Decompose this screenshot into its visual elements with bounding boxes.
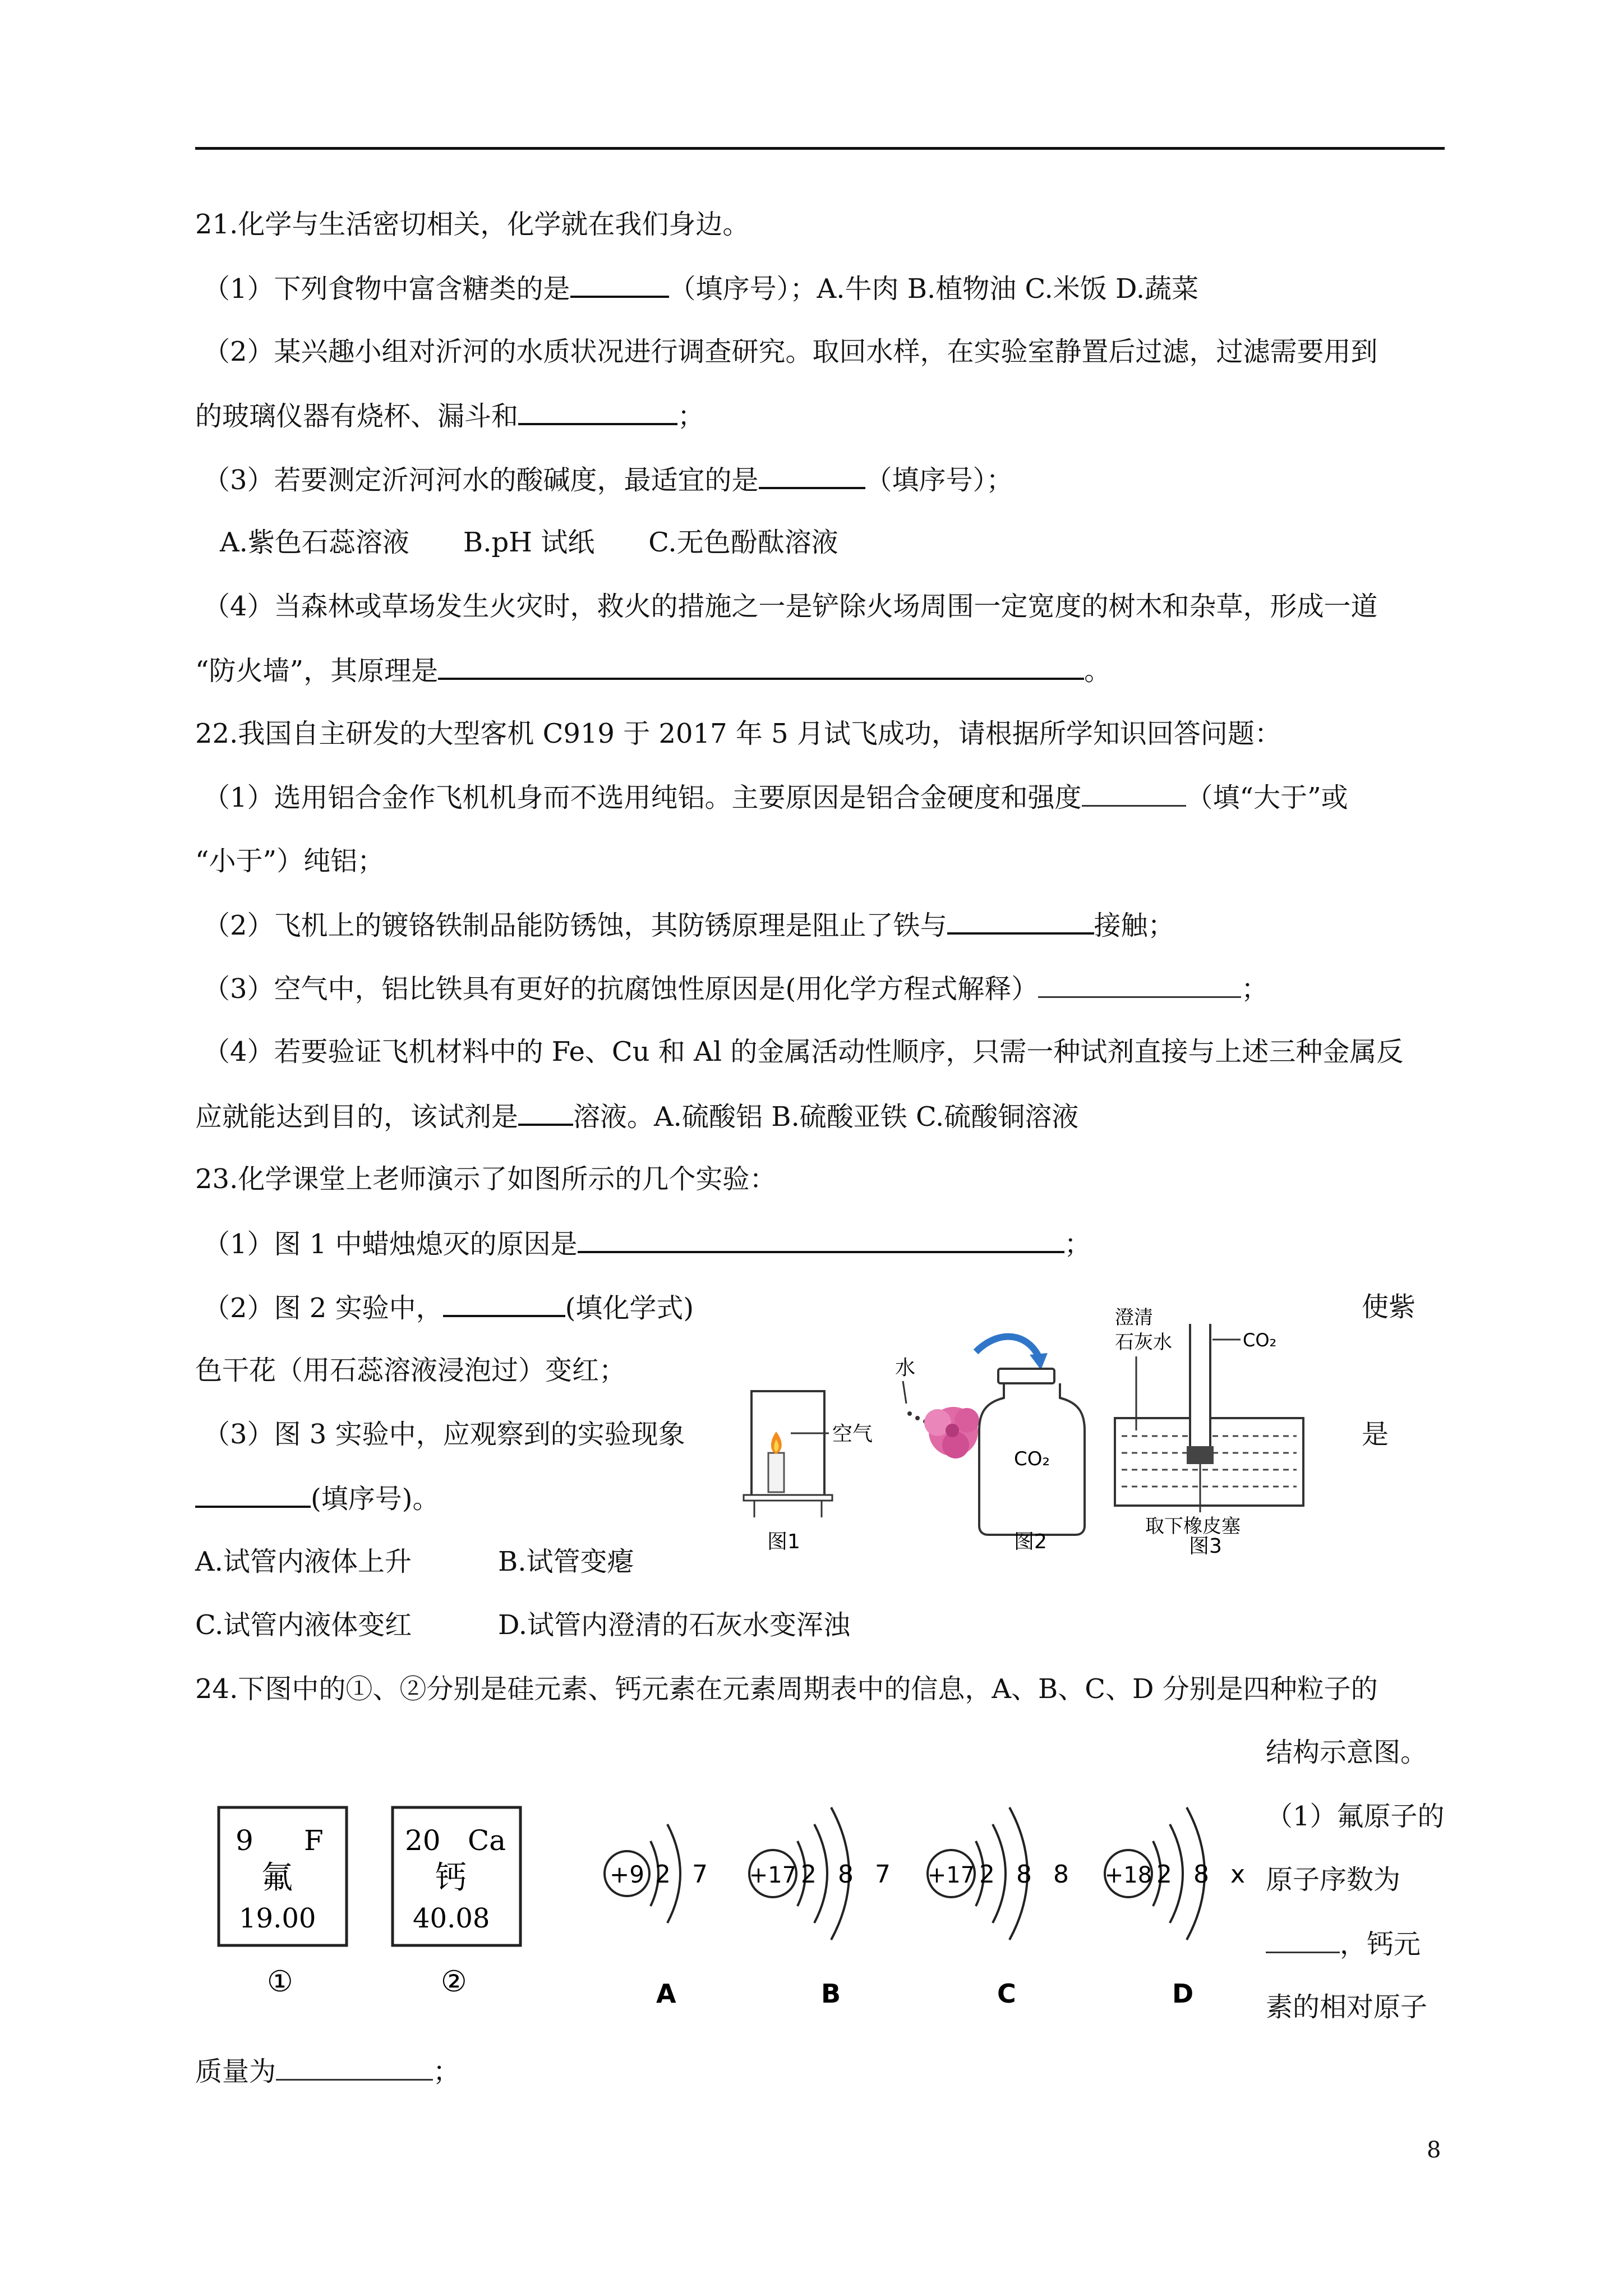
header-rule [195, 147, 1445, 150]
figure-3 [1115, 1306, 1303, 1558]
q24-structure-figure [202, 1778, 1256, 2019]
particle-c-diagram [928, 1807, 1076, 2009]
particle-label: D [1172, 1978, 1194, 2009]
electron-shells: 2 7 [655, 1860, 714, 1889]
element-card-fluorine [219, 1807, 347, 1999]
fig3-co2-label: CO₂ [1243, 1329, 1277, 1351]
nucleus-charge: +18 [1104, 1862, 1152, 1888]
bottle-neck [998, 1369, 1054, 1383]
q23-option-a: A.试管内液体上升 [195, 1546, 412, 1577]
stand [744, 1495, 832, 1501]
q22-part3: （3）空气中，铝比铁具有更好的抗腐蚀性原因是(用化学方程式解释） ； [203, 972, 1268, 1006]
answer-blank[interactable] [759, 462, 865, 489]
q23-experiment-figure [729, 1301, 1357, 1559]
electron-shells: 2 8 7 [801, 1860, 897, 1889]
atomic-mass: 40.08 [413, 1903, 490, 1934]
particle-d-diagram [1105, 1807, 1252, 2009]
element-card-calcium [393, 1807, 520, 1999]
answer-blank[interactable] [947, 908, 1094, 935]
rubber-stopper [1187, 1446, 1214, 1464]
q21-part1: （1）下列食物中富含糖类的是 （填序号）；A.牛肉 B.植物油 C.米饭 D.蔬菜 [203, 271, 1198, 306]
figure-2 [895, 1337, 1085, 1553]
fig2-water-label: 水 [895, 1356, 916, 1379]
atomic-mass: 19.00 [239, 1903, 316, 1934]
element-label: ② [441, 1965, 467, 1999]
page-number: 8 [1427, 2137, 1441, 2163]
water-pointer [903, 1381, 906, 1404]
element-label: ① [267, 1965, 293, 1999]
element-symbol: Ca [468, 1824, 506, 1857]
q22-part4-line2: 应就能达到目的，该试剂是 溶液。A.硫酸铝 B.硫酸亚铁 C.硫酸铜溶液 [195, 1099, 1078, 1134]
particle-b-diagram [749, 1807, 897, 2009]
q24-title-line2: 结构示意图。 [1266, 1737, 1428, 1768]
q21-part3: （3）若要测定沂河河水的酸碱度，最适宜的是 （填序号）； [203, 462, 1013, 497]
figure-1 [744, 1391, 873, 1553]
answer-blank[interactable] [438, 653, 1084, 680]
fig2-co2-label: CO₂ [1014, 1448, 1050, 1470]
fig1-label: 图1 [767, 1530, 800, 1553]
q23-part2-line2: 色干花（用石蕊溶液浸泡过）变红； [195, 1355, 626, 1386]
fig1-air-label: 空气 [832, 1423, 873, 1446]
inverted-jar [751, 1391, 824, 1498]
answer-blank[interactable] [570, 271, 669, 298]
q24-side-line4: 素的相对原子 [1266, 1991, 1428, 2023]
pour-arrow [976, 1337, 1039, 1356]
q23-part2-tail: 使紫 [1362, 1291, 1416, 1323]
answer-blank[interactable] [1082, 780, 1186, 807]
q22-part4-line1: （4）若要验证飞机材料中的 Fe、Cu 和 Al 的金属活动性顺序，只需一种试剂直接与上述三种金属反 [203, 1036, 1404, 1068]
pour-arrowhead [1030, 1353, 1048, 1370]
q21-part4-line2: “防火墙”，其原理是 。 [195, 653, 1111, 688]
fig3-label: 图3 [1189, 1535, 1222, 1558]
flower-icon [924, 1407, 979, 1458]
q23-option-b: B.试管变瘪 [498, 1546, 634, 1577]
q23-title: 23.化学课堂上老师演示了如图所示的几个实验： [195, 1163, 777, 1195]
nucleus-charge: +9 [610, 1861, 644, 1888]
particle-label: B [821, 1978, 841, 2009]
particle-label: A [656, 1978, 676, 2009]
q22-part1-line2: “小于”）纯铝； [195, 845, 385, 877]
q23-part3-line2: (填序号)。 [195, 1481, 439, 1516]
water-drop [915, 1416, 920, 1420]
particle-label: C [997, 1978, 1016, 2009]
answer-blank[interactable] [1266, 1927, 1340, 1953]
answer-blank[interactable] [518, 398, 677, 425]
answer-blank[interactable] [443, 1290, 565, 1317]
element-symbol: F [304, 1824, 324, 1857]
q22-title: 22.我国自主研发的大型客机 C919 于 2017 年 5 月试飞成功，请根据所学知识回答问题： [195, 718, 1281, 749]
atomic-number: 20 [405, 1824, 441, 1857]
q24-last-line: 质量为 ； [195, 2054, 460, 2088]
q23-part3-line1: （3）图 3 实验中，应观察到的实验现象 [203, 1419, 685, 1450]
answer-blank[interactable] [1038, 972, 1241, 998]
q23-option-d: D.试管内澄清的石灰水变浑浊 [498, 1609, 851, 1641]
q24-side-line3: ，钙元 [1266, 1927, 1421, 1961]
q22-part2: （2）飞机上的镀铬铁制品能防锈蚀，其防锈原理是阻止了铁与 接触； [203, 908, 1175, 942]
nucleus-charge: +17 [927, 1862, 975, 1888]
particle-a-diagram [605, 1824, 714, 2009]
water-drop [907, 1411, 912, 1416]
q21-title: 21.化学与生活密切相关，化学就在我们身边。 [195, 209, 750, 240]
q22-part1-line1: （1）选用铝合金作飞机机身而不选用纯铝。主要原因是铝合金硬度和强度 （填“大于”或 [203, 780, 1348, 815]
electron-shells: 2 8 x [1156, 1860, 1252, 1889]
answer-blank[interactable] [195, 1481, 311, 1508]
answer-blank[interactable] [276, 2054, 433, 2081]
electron-shells: 2 8 8 [979, 1860, 1076, 1889]
q21-part4-line1: （4）当森林或草场发生火灾时，救火的措施之一是铲除火场周围一定宽度的树木和杂草，形成一道 [203, 591, 1378, 622]
candle [768, 1453, 784, 1492]
fig2-label: 图2 [1014, 1530, 1047, 1553]
q21-part3-options: A.紫色石蕊溶液 B.pH 试纸 C.无色酚酞溶液 [220, 527, 838, 558]
fig3-limewater-line2: 石灰水 [1115, 1331, 1172, 1354]
atomic-number: 9 [236, 1824, 253, 1857]
fig3-stopper-label: 取下橡皮塞 [1145, 1515, 1241, 1538]
q24-side-line2: 原子序数为 [1266, 1864, 1401, 1895]
q23-part1: （1）图 1 中蜡烛熄灭的原因是 ； [203, 1226, 1091, 1261]
q23-part3-tail: 是 [1362, 1419, 1389, 1450]
q21-part2-line1: （2）某兴趣小组对沂河的水质状况进行调查研究。取回水样，在实验室静置后过滤，过滤需要用到 [203, 336, 1378, 367]
fig3-limewater-line1: 澄清 [1115, 1306, 1153, 1329]
q24-side-line1: （1）氟原子的 [1266, 1801, 1445, 1832]
q21-part2-line2: 的玻璃仪器有烧杯、漏斗和 ； [195, 398, 704, 433]
answer-blank[interactable] [518, 1099, 573, 1126]
nucleus-charge: +17 [749, 1862, 797, 1888]
element-name: 氟 [261, 1860, 293, 1896]
test-tube [1190, 1324, 1210, 1448]
element-name: 钙 [435, 1860, 467, 1896]
q23-part2-line1: （2）图 2 实验中， (填化学式) [203, 1290, 694, 1325]
q23-option-c: C.试管内液体变红 [195, 1609, 412, 1641]
q24-title-line1: 24.下图中的①、②分别是硅元素、钙元素在元素周期表中的信息，A、B、C、D 分别是四种粒子的 [195, 1673, 1378, 1705]
answer-blank[interactable] [578, 1226, 1064, 1253]
